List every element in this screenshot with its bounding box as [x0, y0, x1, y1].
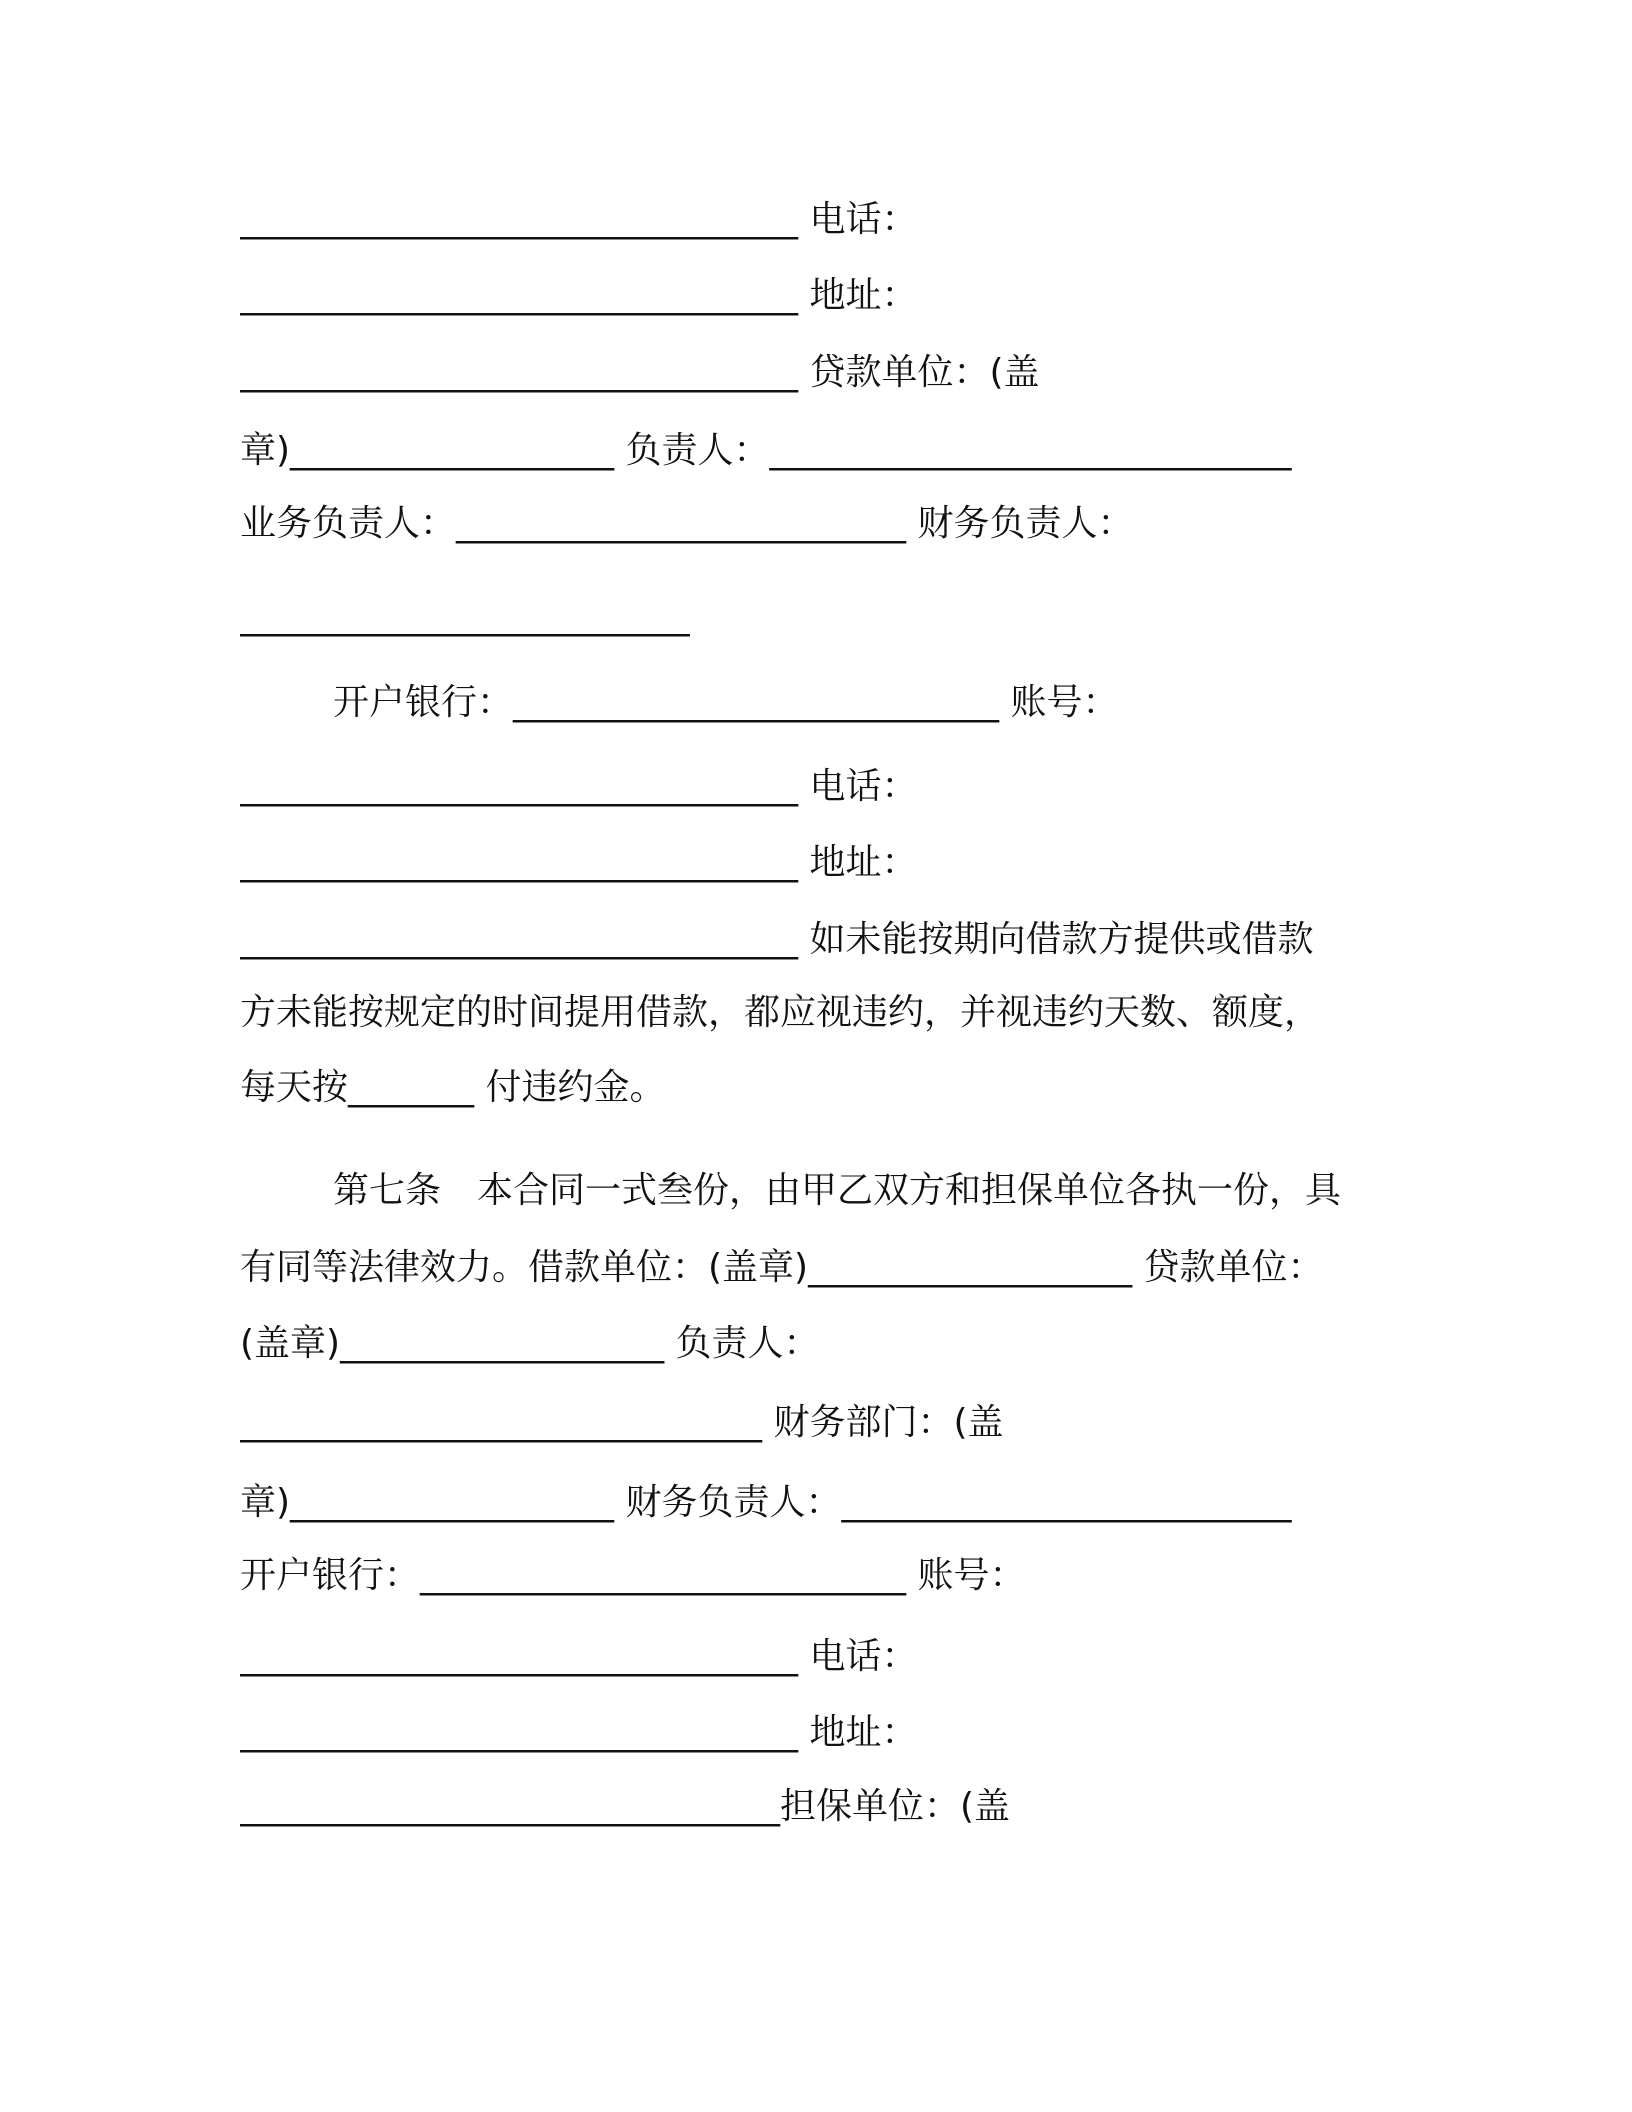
text-line: _________________________ — [240, 596, 690, 637]
text-line: ______________________________担保单位：(盖 — [240, 1786, 1011, 1827]
text-line: _______________________________ 电话： — [240, 766, 918, 807]
text-line: 开户银行：___________________________ 账号： — [240, 1555, 1026, 1596]
text-line: 章)__________________ 财务负责人：_________________________ — [240, 1482, 1292, 1523]
text-line: _____________________________ 财务部门：(盖 — [240, 1402, 1004, 1443]
text-line: 有同等法律效力。借款单位：(盖章)__________________ 贷款单位： — [240, 1247, 1324, 1288]
text-line: _______________________________ 地址： — [240, 842, 918, 883]
text-line: _______________________________ 电话： — [240, 199, 918, 240]
text-line: _______________________________ 贷款单位：(盖 — [240, 352, 1040, 393]
text-line: _______________________________ 如未能按期向借款方提供或借款 — [240, 919, 1314, 960]
text-line: (盖章)__________________ 负责人： — [240, 1323, 820, 1364]
article-heading-line: 第七条 本合同一式叁份，由甲乙双方和担保单位各执一份，具 — [333, 1170, 1342, 1211]
text-line: 业务负责人：_________________________ 财务负责人： — [240, 503, 1134, 544]
text-line: 方未能按规定的时间提用借款，都应视违约，并视违约天数、额度， — [240, 992, 1321, 1033]
text-line: 开户银行：___________________________ 账号： — [333, 682, 1119, 723]
text-line: 每天按_______ 付违约金。 — [240, 1067, 666, 1108]
text-line: _______________________________ 地址： — [240, 1712, 918, 1753]
text-line: _______________________________ 电话： — [240, 1636, 918, 1677]
text-line: 章)__________________ 负责人：_____________________________ — [240, 430, 1292, 471]
text-line: _______________________________ 地址： — [240, 275, 918, 316]
